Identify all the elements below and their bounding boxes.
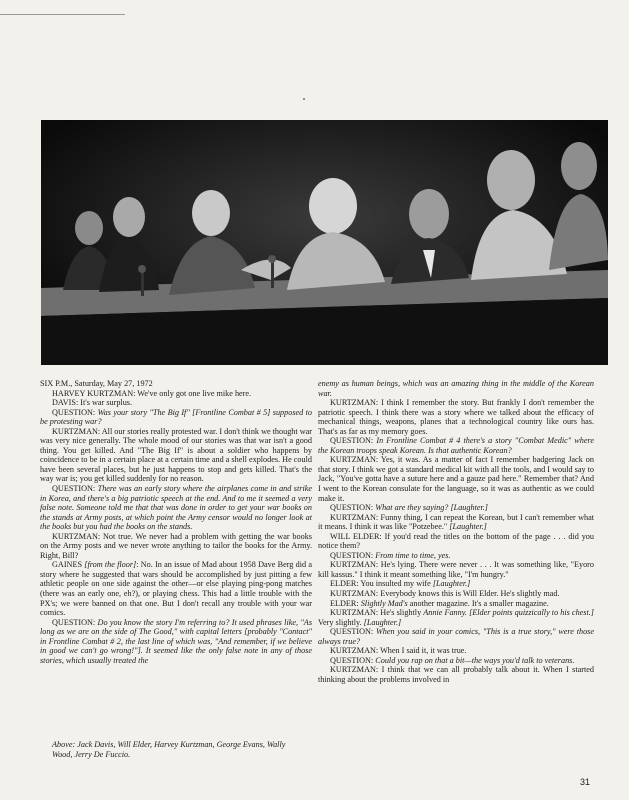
- italic-run: [Laughter.]: [449, 522, 487, 532]
- transcript-paragraph: [318, 608, 594, 627]
- transcript-paragraph: [318, 503, 594, 513]
- transcript-paragraph: [318, 560, 594, 579]
- transcript-paragraph: [40, 408, 312, 427]
- italic-run: There was an early story where the airplanes come in and strike in Korea, and there's a big patriotic speech at the end. And to me it seemed a very false note. Someone told me that that was done in order to get your war books on the stands at Army posts, at which point the Army censor would no longer look at the books but you had the books on the stands.: [40, 484, 312, 532]
- transcript-paragraph: [318, 627, 594, 646]
- transcript-paragraph: [318, 436, 594, 455]
- italic-run: When you said in your comics, "This is a true story," were those always true?: [318, 627, 594, 646]
- italic-run: In Frontline Combat # 4 there's a story "Combat Medic" where the Korean troops speak Korean. Is that authentic Korean?: [318, 436, 595, 455]
- transcript-paragraph: [318, 579, 594, 589]
- page-speck: [303, 98, 305, 100]
- transcript-paragraph: [318, 379, 594, 398]
- transcript-paragraph: [318, 665, 594, 684]
- dateline: SIX P.M., Saturday, May 27, 1972: [40, 379, 153, 388]
- text-run: KURTZMAN: I think that we can all probably talk about it. When I started thinking about the problems involved in: [318, 665, 594, 684]
- italic-run: Slightly Mad's: [360, 598, 408, 608]
- italic-run: Was your story "The Big If" [Frontline Combat # 5] supposed to be protesting war?: [40, 407, 312, 427]
- text-run: DAVIS: It's war surplus.: [52, 398, 133, 408]
- italic-run: [from the floor]: [84, 560, 137, 570]
- text-run: HARVEY KURTZMAN: We've only got one live mike here.: [52, 388, 252, 398]
- transcript-paragraph: [40, 398, 312, 408]
- transcript-paragraph: [40, 389, 312, 399]
- italic-run: What are they saying? [Laughter.]: [375, 503, 488, 513]
- italic-run: enemy as human beings, which was an amazing thing in the middle of the Korean war.: [318, 379, 594, 398]
- text-run: KURTZMAN: When I said it, it was true.: [330, 646, 467, 656]
- panel-photo: [41, 120, 608, 365]
- transcript-paragraph: [318, 656, 594, 666]
- page-number: 31: [580, 777, 591, 787]
- text-run: ELDER: You insulted my wife: [330, 579, 433, 589]
- text-run: ELDER:: [330, 598, 361, 608]
- text-run: KURTZMAN: He's lying. There were never . . . It was something like, "Eyoro kill kassus." I think it meant something like, "I'm hungry.": [318, 560, 594, 579]
- text-run: QUESTION:: [330, 436, 377, 446]
- transcript-paragraph: [40, 560, 312, 617]
- right-text-column: [318, 379, 594, 685]
- transcript-paragraph: [318, 589, 594, 599]
- text-run: Very slightly.: [318, 617, 364, 627]
- text-run: QUESTION:: [52, 617, 98, 627]
- text-run: GAINES: [52, 560, 85, 570]
- text-run: KURTZMAN: All our stories really protested war. I don't think we thought war was very nice generally. The whole mood of our stories was that war isn't a good thing. You get killed. And "The Big If" is about a soldier who happens by coincidence to be in a certain place at a certain time and a shell explodes. He could have been several places, but he just happens to stop and gets killed. That's the way war is; you get killed suddenly for no reason.: [40, 426, 312, 484]
- panel-photo-illustration: [41, 120, 608, 365]
- text-run: QUESTION:: [330, 550, 376, 560]
- photo-caption: Above: Jack Davis, Will Elder, Harvey Kurtzman, George Evans, Wally Wood, Jerry De Fuccio.: [52, 740, 286, 759]
- text-run: KURTZMAN: Funny thing, I can repeat the Korean, but I can't remember what it means. I think it was like "Potzebee.": [318, 512, 594, 532]
- text-run: KURTZMAN: He's slightly: [330, 608, 424, 618]
- transcript-paragraph: [40, 427, 312, 484]
- transcript-paragraph: [318, 398, 594, 436]
- text-run: KURTZMAN: Everybody knows this is Will Elder. He's slightly mad.: [330, 589, 560, 599]
- text-run: WILL ELDER: If you'd read the titles on the bottom of the page . . . did you notice them?: [318, 531, 594, 551]
- italic-run: Annie Fanny. [Elder points quizzically to his chest.]: [423, 608, 594, 618]
- transcript-paragraph: [318, 532, 594, 551]
- italic-run: Do you know the story I'm referring to? It used phrases like, "As long as we are on the side of The Good," with capital letters [probably "Contact" in Frontline Combat # 2, the last line of which was, "And remember, if we believe in good we can't go wrong!"]. It seemed like the only false note in any of those stories, which usually treated the: [40, 617, 312, 665]
- italic-run: From time to time, yes.: [375, 550, 451, 560]
- transcript-paragraph: [40, 618, 312, 666]
- top-rule: [0, 14, 125, 15]
- text-run: QUESTION:: [330, 503, 376, 513]
- text-run: QUESTION:: [330, 627, 376, 637]
- text-run: KURTZMAN: Yes, it was. As a matter of fact I remember badgering Jack on that story. I think we got a standard medical kit with all the tools, and I would say to Jack, "You've gotta have a suture here and a gauze pad here." Remember that? And I went to the Korean consulate for the language, so it was as authentic as we could make it.: [318, 455, 594, 503]
- transcript-paragraph: [318, 551, 594, 561]
- transcript-paragraph: [40, 484, 312, 532]
- text-run: KURTZMAN: Not true. We never had a problem with getting the war books on the Army posts and we never wrote anything to tailor the books for the Army. Right, Bill?: [40, 531, 312, 560]
- text-run: another magazine. It's a smaller magazine.: [407, 598, 549, 608]
- transcript-paragraph: [40, 532, 312, 561]
- italic-run: [Laughter.]: [363, 617, 402, 627]
- transcript-paragraph: [318, 599, 594, 609]
- text-run: QUESTION:: [330, 655, 376, 665]
- italic-run: [Laughter.]: [432, 579, 471, 589]
- transcript-paragraph: [318, 455, 594, 503]
- italic-run: Could you rap on that a bit—the ways you'd talk to veterans.: [375, 655, 575, 665]
- text-run: QUESTION:: [52, 484, 98, 494]
- transcript-paragraph: [318, 513, 594, 532]
- text-run: : No. In an issue of Mad about 1958 Dave Berg did a story where he suggested that wars should be accomplished by just pitting a few athletic people on one side against the other—or else playing ping-pong matches (there was an early one, eh?), or playing chess. This had a little trouble with the PX's; we were banned on that one. But I don't recall any trouble with your war comics.: [40, 560, 312, 618]
- text-run: QUESTION:: [52, 407, 98, 417]
- left-text-column: [40, 379, 312, 665]
- transcript-paragraph: [318, 646, 594, 656]
- text-run: KURTZMAN: I think I remember the story. But frankly I don't remember the patriotic speech. I think there was a story where we talked about the efficacy of mechanical things, weapons, planes that a technological country like ours has. That's as far as my memory goes.: [318, 398, 594, 436]
